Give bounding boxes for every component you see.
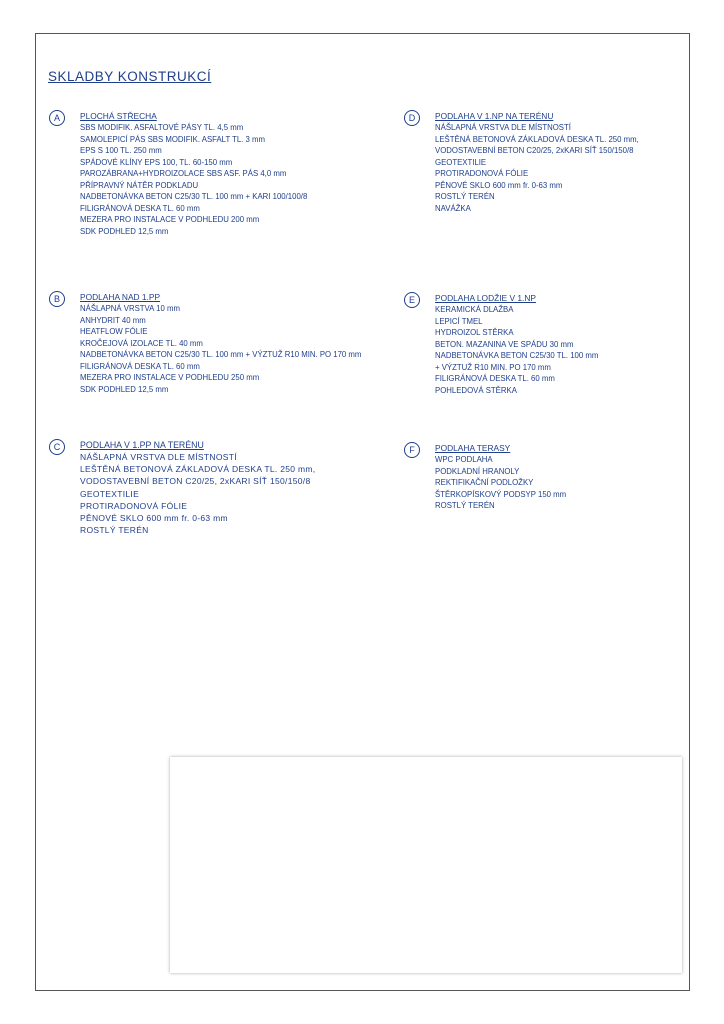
section-e-line: FILIGRÁNOVÁ DESKA TL. 60 mm: [435, 374, 555, 383]
section-c-line: LEŠTĚNÁ BETONOVÁ ZÁKLADOVÁ DESKA TL. 250 mm,: [80, 464, 316, 475]
section-d-line: GEOTEXTILIE: [435, 157, 487, 167]
section-d-heading: PODLAHA V 1.NP NA TERÉNU: [435, 111, 554, 121]
section-e-badge: E: [404, 292, 420, 308]
section-e-line: POHLEDOVÁ STĚRKA: [435, 385, 517, 395]
section-b-line: KROČEJOVÁ IZOLACE TL. 40 mm: [80, 338, 203, 348]
section-f-line: REKTIFIKAČNÍ PODLOŽKY: [435, 478, 534, 487]
section-e-body: [435, 292, 598, 396]
section-f-line: WPC PODLAHA: [435, 455, 493, 464]
section-a-line: PAROZÁBRANA+HYDROIZOLACE SBS ASF. PÁS 4,0 mm: [80, 169, 287, 178]
section-c-badge: C: [49, 439, 65, 455]
section-e-line: + VÝZTUŽ R10 MIN. PO 170 mm: [435, 362, 551, 372]
section-c-line: PROTIRADONOVÁ FÓLIE: [80, 500, 188, 511]
section-b-heading: PODLAHA NAD 1.PP: [80, 292, 161, 302]
section-a-line: SDK PODHLED 12,5 mm: [80, 226, 169, 236]
section-b-line: MEZERA PRO INSTALACE V PODHLEDU 250 mm: [80, 373, 260, 382]
section-c-heading: PODLAHA V 1.PP NA TERÉNU: [80, 440, 204, 450]
section-f-badge: F: [404, 442, 420, 458]
section-d-line: NAVÁŽKA: [435, 203, 471, 213]
section-a-line: MEZERA PRO INSTALACE V PODHLEDU 200 mm: [80, 215, 260, 224]
section-b-line: NÁŠLAPNÁ VRSTVA 10 mm: [80, 304, 180, 313]
section-b-line: FILIGRÁNOVÁ DESKA TL. 60 mm: [80, 361, 200, 371]
section-f-line: ROSTLÝ TERÉN: [435, 501, 495, 510]
page-title: SKLADBY KONSTRUKCÍ: [48, 69, 212, 84]
section-c-line: ROSTLÝ TERÉN: [80, 525, 149, 536]
section-d-line: PĚNOVÉ SKLO 600 mm fr. 0-63 mm: [435, 180, 563, 190]
section-d-line: LEŠTĚNÁ BETONOVÁ ZÁKLADOVÁ DESKA TL. 250 mm,: [435, 134, 639, 144]
section-c-line: GEOTEXTILIE: [80, 488, 140, 499]
section-f-body: [435, 442, 566, 512]
section-a-heading: PLOCHÁ STŘECHA: [80, 111, 157, 121]
section-a-line: NADBETONÁVKA BETON C25/30 TL. 100 mm + KARI 100/100/8: [80, 192, 308, 201]
section-b-line: NADBETONÁVKA BETON C25/30 TL. 100 mm + VÝZTUŽ R10 MIN. PO 170 mm: [80, 350, 362, 359]
section-e-line: LEPICÍ TMEL: [435, 316, 483, 326]
section-d-line: VODOSTAVEBNÍ BETON C20/25, 2xKARI SÍŤ 150/150/8: [435, 146, 634, 155]
section-a-line: FILIGRÁNOVÁ DESKA TL. 60 mm: [80, 203, 200, 213]
section-a-line: SAMOLEPICÍ PÁS SBS MODIFIK. ASFALT TL. 3 mm: [80, 134, 266, 144]
section-a-line: SBS MODIFIK. ASFALTOVÉ PÁSY TL. 4,5 mm: [80, 123, 244, 132]
section-e-heading: PODLAHA LODŽIE V 1.NP: [435, 293, 536, 303]
section-f-line: ŠTĚRKOPÍSKOVÝ PODSYP 150 mm: [435, 489, 567, 499]
section-e-line: KERAMICKÁ DLAŽBA: [435, 305, 514, 314]
section-b-line: SDK PODHLED 12,5 mm: [80, 384, 169, 394]
section-b-line: HEATFLOW FÓLIE: [80, 327, 148, 336]
section-a-line: SPÁDOVÉ KLÍNY EPS 100, TL. 60-150 mm: [80, 157, 233, 167]
blank-title-block-panel: [170, 757, 682, 973]
section-b-line: ANHYDRIT 40 mm: [80, 315, 146, 325]
section-c-line: PĚNOVÉ SKLO 600 mm fr. 0-63 mm: [80, 513, 228, 524]
section-e-line: BETON. MAZANINA VE SPÁDU 30 mm: [435, 339, 574, 349]
section-c-line: VODOSTAVEBNÍ BETON C20/25, 2xKARI SÍŤ 150/150/8: [80, 476, 311, 487]
section-d-line: PROTIRADONOVÁ FÓLIE: [435, 169, 529, 178]
section-d-line: NÁŠLAPNÁ VRSTVA DLE MÍSTNOSTÍ: [435, 123, 571, 132]
section-d-body: [435, 110, 639, 214]
section-b-badge: B: [49, 291, 65, 307]
section-a-line: EPS S 100 TL. 250 mm: [80, 146, 162, 155]
section-d-line: ROSTLÝ TERÉN: [435, 192, 495, 201]
section-e-line: HYDROIZOL STĚRKA: [435, 328, 514, 337]
section-a-badge: A: [49, 110, 65, 126]
section-c-line: NÁŠLAPNÁ VRSTVA DLE MÍSTNOSTÍ: [80, 452, 237, 462]
section-c-body: [80, 439, 315, 536]
section-f-heading: PODLAHA TERASY: [435, 443, 511, 453]
section-d-badge: D: [404, 110, 420, 126]
section-a-body: [80, 110, 307, 237]
section-f-line: PODKLADNÍ HRANOLY: [435, 466, 520, 476]
section-a-line: PŘÍPRAVNÝ NÁTĚR PODKLADU: [80, 180, 199, 190]
section-e-line: NADBETONÁVKA BETON C25/30 TL. 100 mm: [435, 351, 599, 360]
section-b-body: [80, 291, 361, 395]
